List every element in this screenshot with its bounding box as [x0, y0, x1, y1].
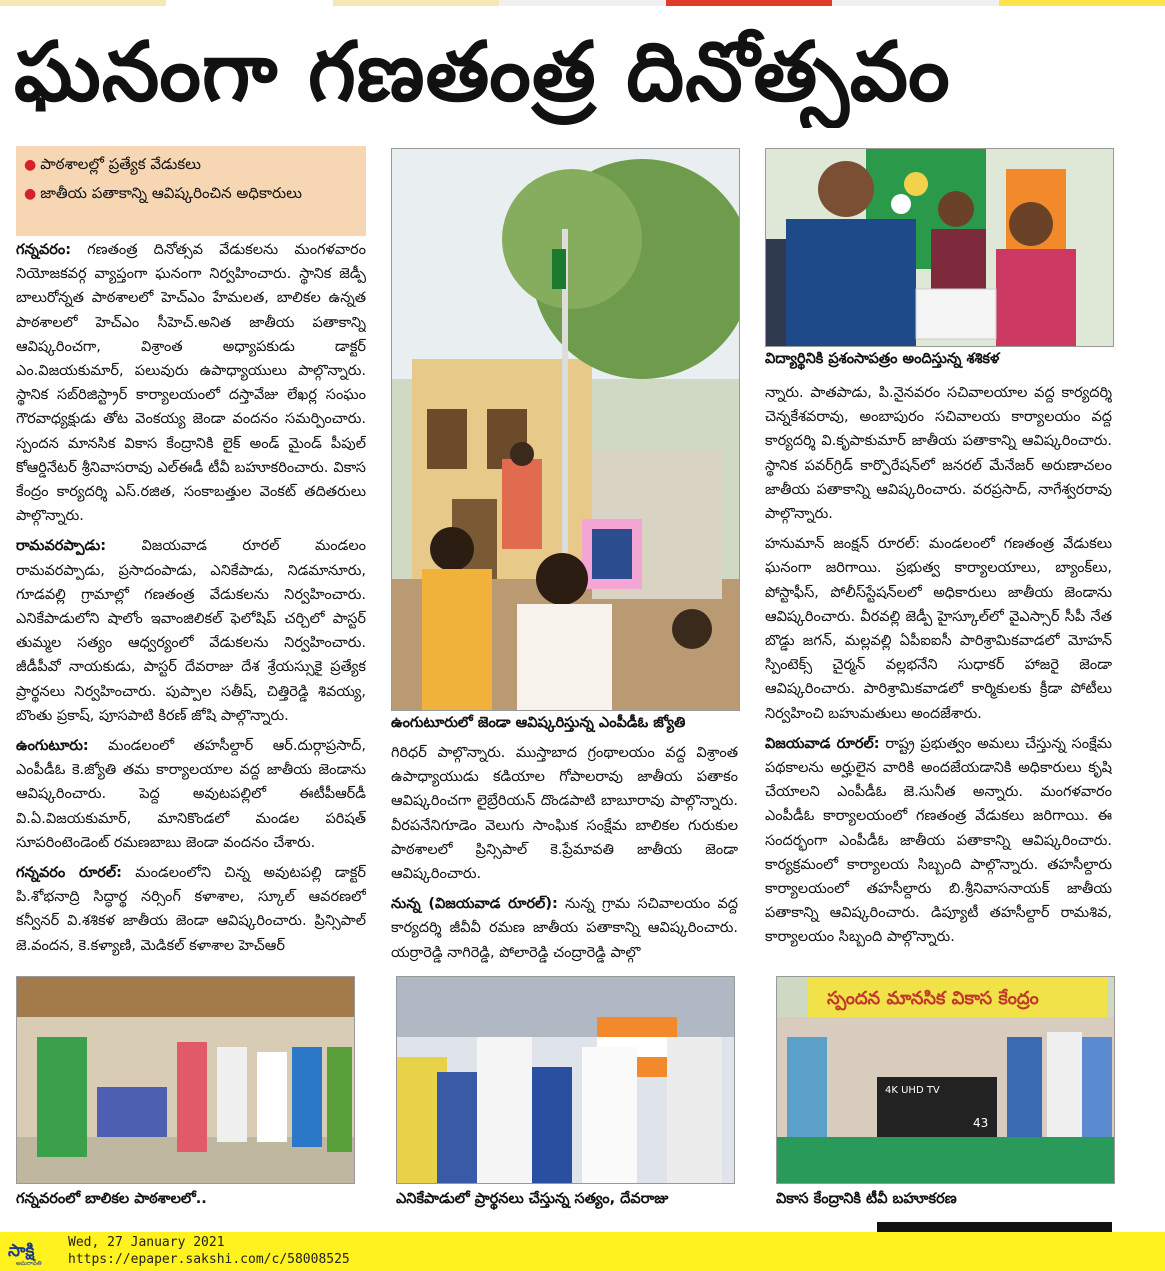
photo-tv-donation — [776, 976, 1115, 1184]
photo-certificate — [765, 148, 1114, 347]
photo-prayers — [396, 976, 735, 1184]
tv-brand-text: 4K UHD TV — [885, 1085, 940, 1096]
sakshi-logo — [6, 1236, 58, 1267]
caption-flag-hoisting: ఉంగుటూరులో జెండా ఆవిష్కరిస్తున్న ఎంపీడీఓ జ్యోతి — [391, 715, 686, 731]
article-paragraph: నున్న (విజయవాడ రూరల్‌): నున్న గ్రామ సచివాలయం వద్ద కార్యదర్శి జీవీవీ రమణ జాతీయ పతాకాన్ని ఆవిష్కరించారు. యర్రారెడ్డి నాగిరెడ్డి, పోలారెడ్డి చంద్రారెడ్డి పాల్గొ — [391, 896, 738, 961]
article-column-1 — [16, 238, 366, 964]
bullet-icon: ● — [24, 157, 37, 173]
footer-date: Wed, 27 January 2021 — [68, 1235, 225, 1250]
article-paragraph: ఉంగుటూరు: మండలంలో తహసీల్దార్‌ ఆర్‌.దుర్గాప్రసాద్‌, ఎంపీడీఓ కె.జ్యోతి తమ కార్యాలయాల వద్ద జాతీయ జెండాను ఆవిష్కరించారు. పెద్ద అవుటపల్లిలో ఈటీపీఆర్‌డీ వి.ఏ.విజయకుమార్‌, మానికొండలో మండల పరిషత్‌ సూపరింటెండెంట్‌ రమణబాబు జెండా వందనం చేశారు. — [16, 738, 366, 851]
article-column-3 — [765, 381, 1112, 963]
photo-flag-hoisting — [391, 148, 740, 711]
highlight-item: ● జాతీయ పతాకాన్ని ఆవిష్కరించిన అధికారులు — [24, 184, 302, 202]
highlight-item: ● పాఠశాలల్లో ప్రత్యేక వేడుకలు — [24, 155, 201, 173]
page-headline: ఘనంగా గణతంత్ర దినోత్సవం — [14, 25, 951, 120]
article-paragraph: రామవరప్పాడు: విజయవాడ రూరల్‌ మండలం రామవరప్పాడు, ప్రసాదంపాడు, ఎనికేపాడు, నిడమానూరు, గూడవల్లి గ్రామాల్లో గణతంత్ర వేడుకలను నిర్వహించారు. ఎనికేపాడులోని షాలోం ఇవాంజిలికల్‌ ఫెలోషిప్‌ చర్చిలో పాస్టర్‌ తుమ్మల సత్యం ఆధ్వర్యంలో వేడుకలను నిర్వహించారు. జీడీపీవో నాయకుడు, పాస్టర్‌ దేవరాజు దేశ శ్రేయస్సుకై ప్రత్యేక ప్రార్థనలు నిర్వహించారు. పుప్పాల సతీష్‌, చిత్తిరెడ్డి శివయ్య, బొంతు ప్రకాష్‌, పూసపాటి కిరణ్‌ జోషి పాల్గొన్నారు. — [16, 538, 366, 724]
caption-tv-donation: వికాస కేంద్రానికి టీవీ బహూకరణ — [776, 1191, 957, 1207]
article-paragraph: గన్నవరం రూరల్‌: మండలంలోని చిన్న అవుటపల్లి డాక్టర్‌ పి.శోభనాద్రి సిద్ధార్థ నర్సింగ్‌ కళాశాల, స్కూల్‌ ఆవరణలో కన్వీనర్‌ వి.శశికళ జాతీయ జెండా ఆవిష్కరించారు. ప్రిన్సిపాల్‌ జె.వందన, కె.కళ్యాణి, మెడికల్‌ కళాశాల హెచ్‌ఆర్‌ — [16, 865, 366, 954]
bullet-icon: ● — [24, 186, 37, 202]
footer-bar — [0, 1232, 1165, 1271]
footer-meta — [68, 1234, 350, 1268]
caption-girls-school: గన్నవరంలో బాలికల పాఠశాలలో.. — [16, 1191, 207, 1207]
tv-size-text: 43 — [973, 1116, 989, 1130]
svg-text:అమరావతి: అమరావతి — [16, 1260, 42, 1267]
highlights-box — [16, 146, 366, 236]
article-paragraph: గన్నవరం: గణతంత్ర దినోత్సవ వేడుకలను మంగళవారం నియోజకవర్గ వ్యాప్తంగా ఘనంగా నిర్వహించారు. స్థానిక జెడ్పీ బాలురోన్నత పాఠశాలలో హెచ్‌ఎం హేమలత, బాలికల ఉన్నత పాఠశాలలో హెచ్‌ఎం సీహెచ్‌.అనిత జాతీయ పతాకాన్ని ఆవిష్కరించగా, విశ్రాంత అధ్యాపకుడు డాక్టర్‌ ఎం.విజయకుమార్‌, పలువురు ఉపాధ్యాయులు పాల్గొన్నారు. స్థానిక సబ్‌రిజిస్ట్రార్‌ కార్యాలయంలో దస్తావేజు లేఖర్ల సంఘం గౌరవాధ్యక్షుడు తోట వెంకయ్య జెండా వందనం సమర్పించారు. స్పందన మానసిక వికాస కేంద్రానికి లైక్‌ అండ్‌ మైండ్‌ పీపుల్‌ కోఆర్డినేటర్‌ శ్రీనివాసరావు ఎల్‌ఈడీ టీవీ బహూకరించారు. వికాస కేంద్రం కార్యదర్శి ఎస్‌.రజిత, సంకాబత్తుల వెంకట్‌ తదితరులు పాల్గొన్నారు. — [16, 242, 366, 525]
caption-prayers: ఎనికేపాడులో ప్రార్థనలు చేస్తున్న సత్యం, దేవరాజు — [396, 1191, 669, 1207]
article-paragraph: విజయవాడ రూరల్‌: రాష్ట్ర ప్రభుత్వం అమలు చేస్తున్న సంక్షేమ పథకాలను అర్హులైన వారికి అందజేయడానికి అధికారులు కృషి చేయాలని ఎంపీడీఓ జె.సునీత అన్నారు. మంగళవారం ఎంపీడీఓ కార్యాలయంలో గణతంత్ర వేడుకలు జరిగాయి. ఈ సందర్భంగా ఎంపీడీఓ జాతీయ పతాకాన్ని ఆవిష్కరించారు. కార్యక్రమంలో కార్యాలయ సిబ్బంది పాల్గొన్నారు. తహసీల్దారు కార్యాలయంలో తహసీల్దారు బి.శ్రీనివాసనాయక్‌ జాతీయ పతాకాన్ని ఆవిష్కరించారు. డిప్యూటీ తహసీల్దార్‌ రామశివ, కార్యాలయం సిబ్బంది పాల్గొన్నారు. — [765, 735, 1112, 946]
footer-url[interactable]: https://epaper.sakshi.com/c/58008525 — [68, 1252, 350, 1267]
top-color-strip — [0, 0, 1165, 6]
caption-certificate: విద్యార్థినికి ప్రశంసాపత్రం అందిస్తున్న శశికళ — [765, 351, 1000, 367]
photo-girls-school — [16, 976, 355, 1184]
article-paragraph: హనుమాన్‌ జంక్షన్‌ రూరల్‌: మండలంలో గణతంత్ర వేడుకలు ఘనంగా జరిగాయి. ప్రభుత్వ కార్యాలయాలు, బ్యాంక్‌లు, పోస్టాఫీస్‌, పోలీస్‌స్టేషన్‌లలో అధికారులు జాతీయ జెండాను ఆవిష్కరించారు. వీరవల్లి జెడ్పీ హైస్కూల్‌లో వైఎస్సార్‌ సీపీ నేత బొడ్డు జగన్‌, మల్లవల్లి ఏపీఐఐసీ పారిశ్రామికవాడలో మోహన్‌ స్పింటెక్స్‌ చైర్మన్‌ వల్లభనేని సుధాకర్‌ హాజరై జెండా ఆవిష్కరించారు. పారిశ్రామికవాడలో కార్మికులకు క్రీడా పోటీలు నిర్వహించి బహుమతులు అందజేశారు. — [765, 536, 1112, 722]
article-column-2 — [391, 741, 738, 963]
svg-text:సాక్షి: సాక్షి — [8, 1241, 35, 1261]
article-paragraph: గిరిధర్‌ పాల్గొన్నారు. ముస్తాబాద గ్రంథాలయం వద్ద విశ్రాంత ఉపాధ్యాయుడు కడియాల గోపాలరావు జాతీయ పతాకం ఆవిష్కరించగా లైబ్రేరియన్‌ దొండపాటి బాబూరావు పాల్గొన్నారు. వీరపనేనిగూడెం వెలుగు సాంఘిక సంక్షేమ బాలికల గురుకుల పాఠశాలలో ప్రిన్సిపాల్‌ కె.ప్రేమావతి జాతీయ జెండా ఆవిష్కరించారు. — [391, 745, 738, 883]
article-paragraph: న్నారు. పాతపాడు, పి.నైనవరం సచివాలయాల వద్ద కార్యదర్శి చెన్నకేశవరావు, అంబాపురం సచివాలయ కార్యాలయం వద్ద కార్యదర్శి వి.కృపాకుమార్‌ జాతీయ పతాకాన్ని ఆవిష్కరించారు. స్థానిక పవర్‌గ్రిడ్‌ కార్పొరేషన్‌లో జనరల్‌ మేనేజర్‌ అరుణాచలం జాతీయ పతాకాన్ని ఆవిష్కరించారు. వరప్రసాద్‌, నాగేశ్వరరావు పాల్గొన్నారు. — [765, 385, 1112, 523]
banner-text: స్పందన మానసిక వికాస కేంద్రం — [827, 988, 1039, 1009]
